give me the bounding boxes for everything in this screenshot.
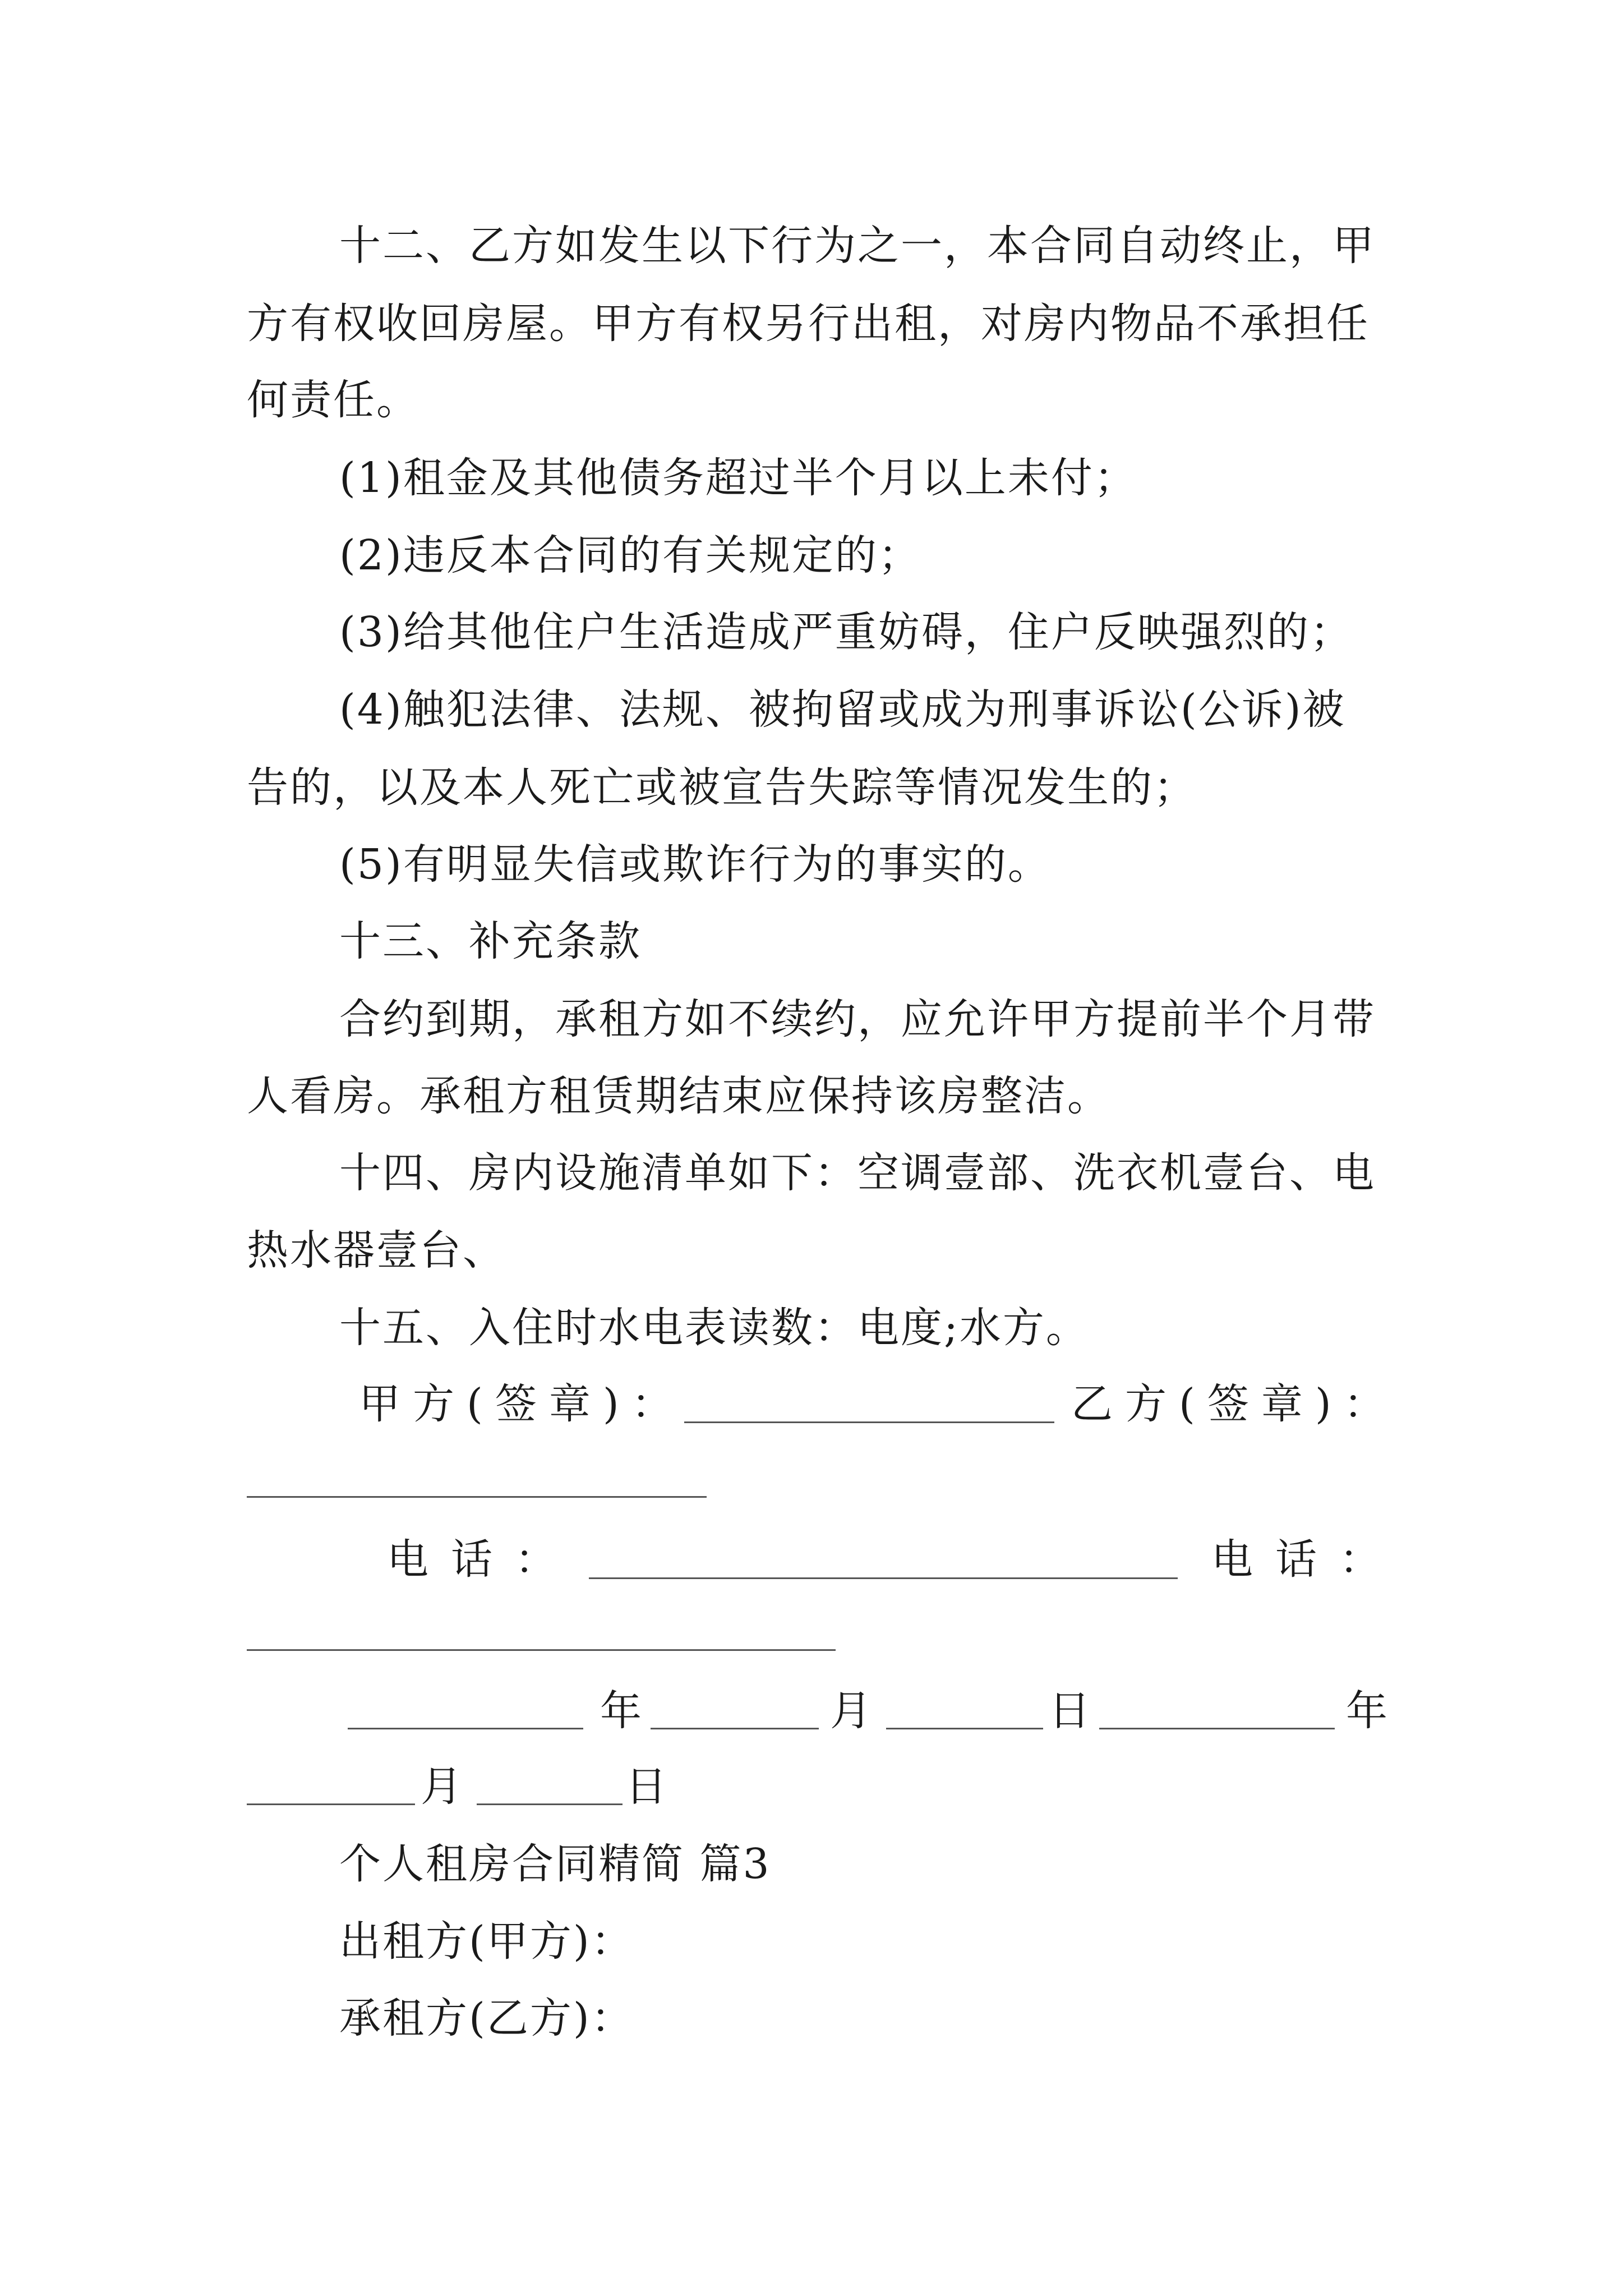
party-a-day-blank — [886, 1687, 1043, 1729]
party-b-phone-blank — [247, 1609, 836, 1651]
clause-12-line-2: 方有权收回房屋。甲方有权另行出租，对房内物品不承担任 — [247, 300, 1370, 348]
clause-13-line-2: 人看房。承租方租赁期结束应保持该房整洁。 — [247, 1072, 1110, 1120]
party-a-month-label: 月 — [830, 1687, 872, 1735]
party-b-signature-label: 乙方(签章)： — [1071, 1380, 1398, 1428]
section-3-lessor: 出租方(甲方)： — [339, 1917, 634, 1966]
party-b-year-label: 年 — [1346, 1687, 1387, 1735]
clause-12-item-4-line-1: (4)触犯法律、法规、被拘留或成为刑事诉讼(公诉)被 — [339, 685, 1346, 734]
party-b-phone-label: 电话： — [1211, 1535, 1403, 1584]
section-3-heading: 个人租房合同精简 篇3 — [339, 1840, 771, 1888]
clause-12-item-4-line-2: 告的，以及本人死亡或被宣告失踪等情况发生的； — [247, 763, 1197, 812]
clause-12-line-1: 十二、乙方如发生以下行为之一，本合同自动终止，甲 — [339, 222, 1376, 270]
party-b-month-label: 月 — [421, 1763, 462, 1811]
clause-12-item-3: (3)给其他住户生活造成严重妨碍，住户反映强烈的； — [339, 608, 1353, 656]
party-b-month-blank — [247, 1763, 415, 1805]
party-b-day-label: 日 — [625, 1763, 667, 1811]
party-b-year-blank — [1099, 1687, 1335, 1729]
clause-12-item-1: (1)租金及其他债务超过半个月以上未付； — [339, 454, 1137, 502]
clause-12-item-5: (5)有明显失信或欺诈行为的事实的。 — [339, 840, 1051, 889]
party-b-signature-blank — [247, 1456, 707, 1498]
clause-13-line-1: 合约到期，承租方如不续约，应允许甲方提前半个月带 — [339, 995, 1376, 1043]
party-a-signature-label: 甲方(签章)： — [359, 1380, 685, 1428]
clause-12-line-3: 何责任。 — [247, 376, 419, 424]
party-b-day-blank — [477, 1763, 623, 1805]
party-a-year-label: 年 — [600, 1687, 642, 1735]
clause-15: 十五、入住时水电表读数：电度;水方。 — [339, 1304, 1089, 1352]
party-a-month-blank — [651, 1687, 819, 1729]
party-a-day-label: 日 — [1049, 1687, 1090, 1735]
clause-14-line-2: 热水器壹台、 — [247, 1226, 506, 1274]
party-a-year-blank — [348, 1687, 583, 1729]
party-a-phone-blank — [589, 1537, 1178, 1579]
section-3-lessee: 承租方(乙方)： — [339, 1994, 634, 2042]
clause-14-line-1: 十四、房内设施清单如下：空调壹部、洗衣机壹台、电 — [339, 1149, 1376, 1197]
party-a-phone-label: 电话： — [387, 1535, 579, 1584]
party-a-signature-blank — [684, 1381, 1054, 1423]
clause-12-item-2: (2)违反本合同的有关规定的； — [339, 531, 921, 579]
clause-13-heading: 十三、补充条款 — [339, 917, 642, 965]
